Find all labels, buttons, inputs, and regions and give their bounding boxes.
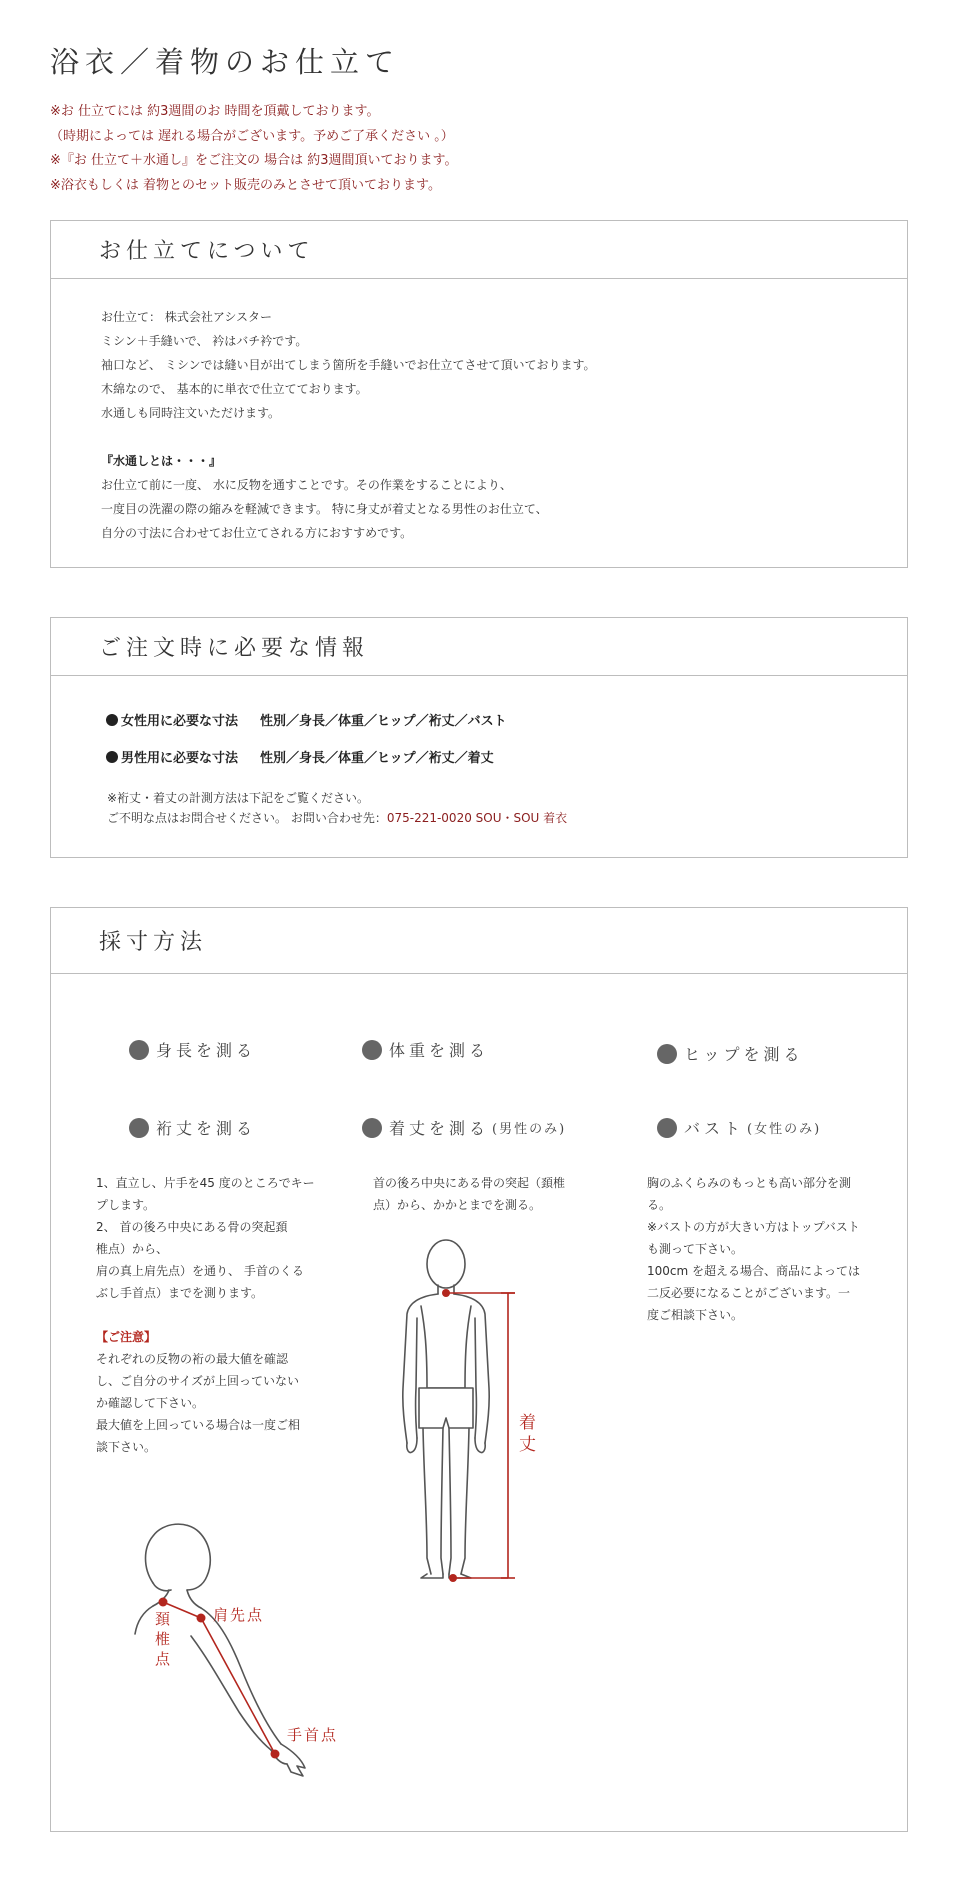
about-body xyxy=(101,305,596,545)
caution-title: 【ご注意】 xyxy=(96,1330,157,1344)
about-section xyxy=(50,220,908,568)
measure-hip: ヒップを測る xyxy=(657,1042,804,1065)
measure-height: 身長を測る xyxy=(129,1038,256,1061)
mizudoshi-line: 自分の寸法に合わせてお仕立てされる方におすすめです。 xyxy=(101,526,413,540)
bust-instructions: 胸のふくらみのもっとも高い部分を測 る。 ※バストの方が大きい方はトップバスト も測って下さい。 100cm を超える場合、商品によっては 二反必要になることがございます。一 度ご相談下さい。 xyxy=(647,1176,861,1322)
measure-kitake: 着丈を測る (男性のみ) xyxy=(362,1116,566,1139)
about-line: 木綿なので、 基本的に単衣で仕立てております。 xyxy=(101,382,368,396)
keitsui-label-char-3: 点 xyxy=(155,1650,171,1668)
female-label: 女性用に必要な寸法 xyxy=(121,714,239,729)
about-line: 水通しも同時注文いただけます。 xyxy=(101,406,281,420)
female-requirements xyxy=(106,710,507,729)
female-items: 性別／身長／体重／ヒップ／裄丈／バスト xyxy=(260,714,507,729)
yuki-instructions: 1、直立し、片手を45 度のところでキー プします。 2、 首の後ろ中央にある骨の突起頚 椎点）から、 肩の真上肩先点）を通り、 手首のくる ぶし手首点）までを測ります。 【ご注意】 それぞれの反物の裄の最大値を確認 し、ご自分のサイズが上回っていない か確認して下さい。 最大値を上回っている場合は一度ご相 談下さい。 xyxy=(96,1176,315,1454)
measure-section xyxy=(50,907,908,1832)
contact-phone[interactable]: 075-221-0020 SOU・SOU 着衣 xyxy=(386,811,568,825)
kitake-label xyxy=(519,1413,541,1455)
measure-heading: 採寸方法 xyxy=(51,908,907,974)
contact-prefix: ご不明な点はお問合せください。 お問い合わせ先： xyxy=(107,811,387,825)
male-requirements xyxy=(106,747,494,766)
keitsui-label xyxy=(155,1610,175,1668)
about-line: お仕立て： 株式会社アシスター xyxy=(101,310,272,324)
bullet-icon xyxy=(129,1118,149,1138)
yuki-figure xyxy=(91,1478,341,1808)
contact-line xyxy=(107,808,567,828)
kitake-label-char-2: 丈 xyxy=(519,1435,536,1455)
measure-note: ※裄丈・着丈の計測方法は下記をご覧ください。 xyxy=(107,791,370,805)
measure-yuki: 裄丈を測る xyxy=(129,1116,256,1139)
keitsui-label-char-1: 頚 xyxy=(155,1610,171,1628)
male-items: 性別／身長／体重／ヒップ／裄丈／着丈 xyxy=(260,751,494,766)
notice-line: （時期によっては 遅れる場合がございます。予めご了承ください 。） xyxy=(50,128,454,144)
measure-bust: バスト (女性のみ) xyxy=(657,1116,821,1139)
katasaki-label: 肩先点 xyxy=(213,1606,265,1624)
kitake-instructions: 首の後ろ中央にある骨の突起（頚椎 点）から、かかとまでを測る。 xyxy=(373,1176,566,1212)
notice-line: ※お 仕立てには 約3週間のお 時間を頂戴しております。 xyxy=(50,104,380,119)
bullet-icon xyxy=(106,714,118,726)
male-label: 男性用に必要な寸法 xyxy=(121,751,239,766)
page-title: 浴衣／着物のお仕立て xyxy=(50,45,401,79)
measure-weight: 体重を測る xyxy=(362,1038,489,1061)
notice-list xyxy=(50,100,458,198)
bullet-icon xyxy=(362,1118,382,1138)
about-line: ミシン＋手縫いで、 衿はバチ衿です。 xyxy=(101,334,308,348)
order-info-section xyxy=(50,617,908,858)
notice-line: ※『お 仕立て＋水通し』をご注文の 場合は 約3週間頂いております。 xyxy=(50,153,458,168)
keitsui-label-char-2: 椎 xyxy=(155,1630,171,1648)
tekubi-label: 手首点 xyxy=(287,1726,339,1744)
kitake-label-char-1: 着 xyxy=(519,1413,536,1433)
bullet-icon xyxy=(657,1118,677,1138)
about-heading: お仕立てについて xyxy=(51,221,907,279)
kitake-figure xyxy=(391,1238,611,1598)
bullet-icon xyxy=(129,1040,149,1060)
bullet-icon xyxy=(657,1044,677,1064)
bullet-icon xyxy=(106,751,118,763)
bullet-icon xyxy=(362,1040,382,1060)
mizudoshi-line: 一度目の洗濯の際の縮みを軽減できます。 特に身丈が着丈となる男性のお仕立て、 xyxy=(101,502,548,516)
order-heading: ご注文時に必要な情報 xyxy=(51,618,907,676)
mizudoshi-heading: 『水通しとは・・・』 xyxy=(101,454,222,468)
notice-line: ※浴衣もしくは 着物とのセット販売のみとさせて頂いております。 xyxy=(50,177,441,193)
about-line: 袖口など、 ミシンでは縫い目が出てしまう箇所を手縫いでお仕立てさせて頂いております。 xyxy=(101,358,596,372)
mizudoshi-line: お仕立て前に一度、 水に反物を通すことです。その作業をすることにより、 xyxy=(101,478,512,492)
